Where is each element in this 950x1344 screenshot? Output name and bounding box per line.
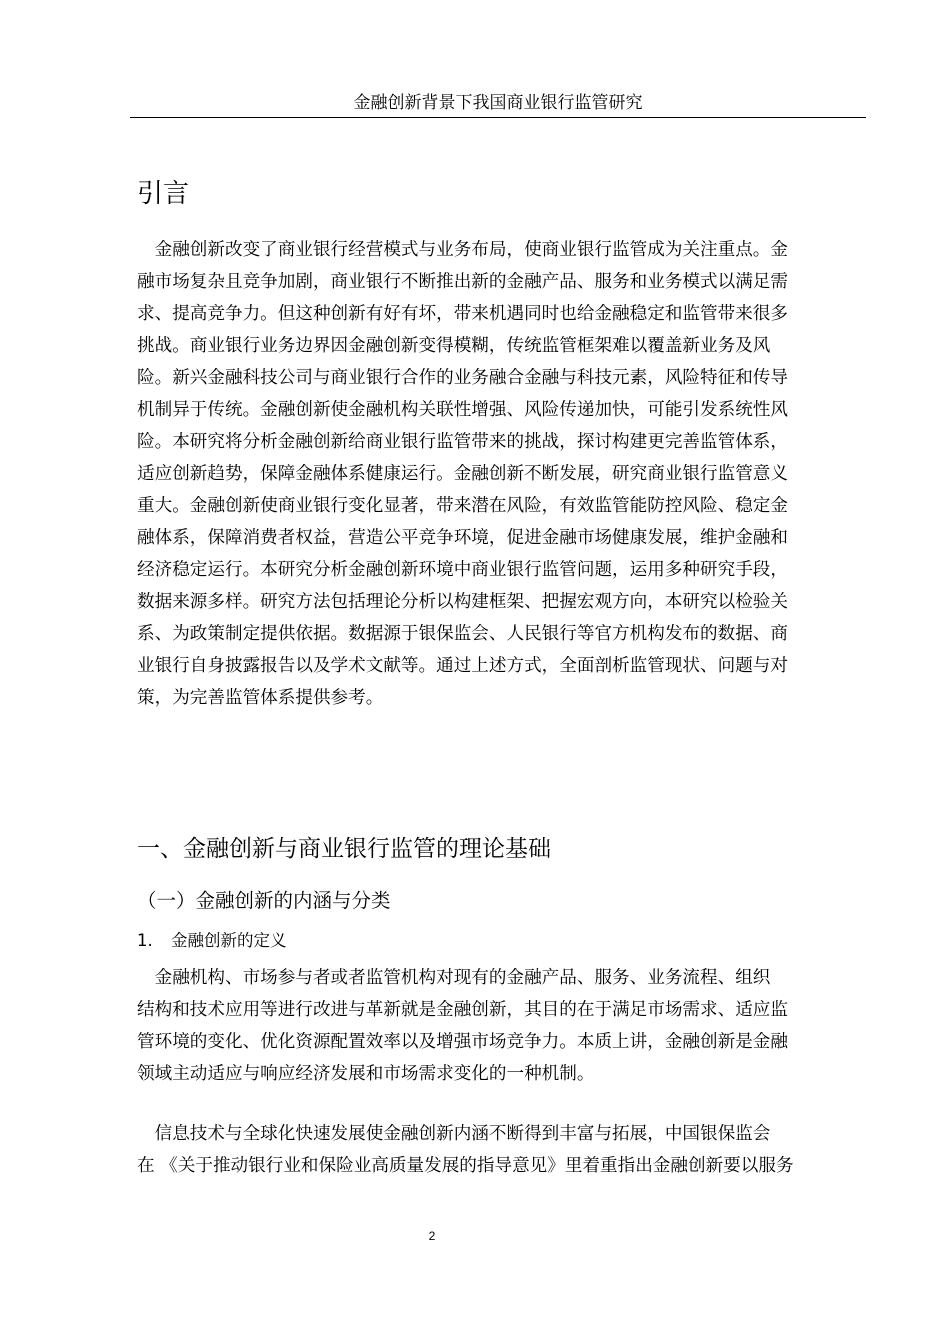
- text-line: 在 《关于推动银行业和保险业高质量发展的指导意见》里着重指出金融创新要以服务: [137, 1156, 794, 1176]
- text-line: 管环境的变化、优化资源配置效率以及增强市场竞争力。本质上讲，金融创新是金融: [137, 1032, 788, 1052]
- definition-paragraph-2: [137, 1118, 794, 1182]
- text-line: 险。本研究将分析金融创新给商业银行监管带来的挑战，探讨构建更完善监管体系，: [137, 432, 788, 452]
- text-line: 策，为完善监管体系提供参考。: [137, 688, 384, 708]
- subsection-heading: [137, 927, 287, 955]
- intro-paragraph: [137, 234, 788, 714]
- text-line: 融体系，保障消费者权益，营造公平竞争环境，促进金融市场健康发展，维护金融和: [137, 528, 788, 548]
- text-line: 挑战。商业银行业务边界因金融创新变得模糊，传统监管框架难以覆盖新业务及风: [137, 336, 771, 356]
- text-line: 求、提高竞争力。但这种创新有好有坏，带来机遇同时也给金融稳定和监管带来很多: [137, 304, 788, 324]
- subsection-title: 金融创新的定义: [171, 931, 287, 950]
- text-line: 数据来源多样。研究方法包括理论分析以构建框架、把握宏观方向，本研究以检验关: [137, 592, 788, 612]
- subsection-number: 1.: [137, 931, 153, 950]
- text-line: 业银行自身披露报告以及学术文献等。通过上述方式，全面剖析监管现状、问题与对: [137, 656, 788, 676]
- section-heading: （一）金融创新的内涵与分类: [137, 889, 391, 912]
- text-line: 系、为政策制定提供依据。数据源于银保监会、人民银行等官方机构发布的数据、商: [137, 624, 788, 644]
- text-line: 险。新兴金融科技公司与商业银行合作的业务融合金融与科技元素，风险特征和传导: [137, 368, 788, 388]
- header-divider: [130, 117, 866, 118]
- intro-heading: 引言: [137, 179, 190, 209]
- definition-paragraph-1: [137, 962, 788, 1090]
- page-number: 2: [428, 1229, 436, 1243]
- text-line: 金融创新改变了商业银行经营模式与业务布局，使商业银行监管成为关注重点。金: [137, 240, 788, 260]
- text-line: 经济稳定运行。本研究分析金融创新环境中商业银行监管问题，运用多种研究手段，: [137, 560, 788, 580]
- running-header: 金融创新背景下我国商业银行监管研究: [353, 93, 643, 113]
- chapter-heading: 一、金融创新与商业银行监管的理论基础: [137, 836, 551, 862]
- text-line: 信息技术与全球化快速发展使金融创新内涵不断得到丰富与拓展，中国银保监会: [137, 1124, 771, 1144]
- text-line: 金融机构、市场参与者或者监管机构对现有的金融产品、服务、业务流程、组织: [137, 968, 771, 988]
- text-line: 领域主动适应与响应经济发展和市场需求变化的一种机制。: [137, 1064, 595, 1084]
- text-line: 重大。金融创新使商业银行变化显著，带来潜在风险，有效监管能防控风险、稳定金: [137, 496, 788, 516]
- text-line: 融市场复杂且竞争加剧，商业银行不断推出新的金融产品、服务和业务模式以满足需: [137, 272, 788, 292]
- text-line: 机制异于传统。金融创新使金融机构关联性增强、风险传递加快，可能引发系统性风: [137, 400, 788, 420]
- text-line: 结构和技术应用等进行改进与革新就是金融创新，其目的在于满足市场需求、适应监: [137, 1000, 788, 1020]
- text-line: 适应创新趋势，保障金融体系健康运行。金融创新不断发展，研究商业银行监管意义: [137, 464, 788, 484]
